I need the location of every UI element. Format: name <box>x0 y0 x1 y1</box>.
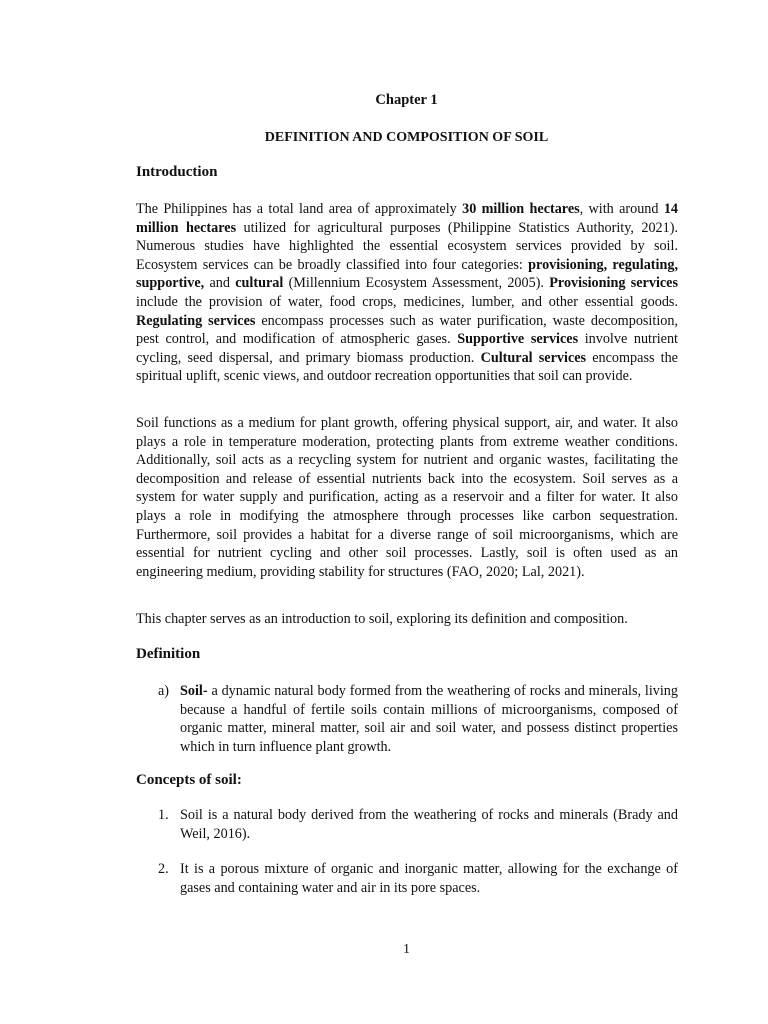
introduction-paragraph-1: The Philippines has a total land area of approximately 30 million hectares, with around 14 million hectares utilized for agricultural purposes (Philippine Statistics Authority, 2021). Numerous studies have highlighted the essential ecosystem services provided by soil. Ecosystem services can be broadly classified into four categories: provisioning, regulating, supportive, and cultural (Millennium Ecosystem Assessment, 2005). Provisioning services include the provision of water, food crops, medicines, lumber, and other essential goods. Regulating services encompass processes such as water purification, waste decomposition, pest control, and modification of atmospheric gases. Supportive services involve nutrient cycling, seed dispersal, and primary biomass production. Cultural services encompass the spiritual uplift, scenic views, and outdoor recreation opportunities that soil can provide. <box>136 201 679 385</box>
introduction-paragraph-3: This chapter serves as an introduction to soil, exploring its definition and composition. <box>136 611 628 627</box>
definition-term: Soil- <box>180 683 208 699</box>
page-number: 1 <box>403 942 410 957</box>
concepts-heading: Concepts of soil: <box>136 772 242 788</box>
list-marker: 1. <box>158 807 169 823</box>
list-marker: a) <box>158 683 170 699</box>
list-marker: 2. <box>158 861 169 877</box>
concept-item-text: It is a porous mixture of organic and inorganic matter, allowing for the exchange of gases and containing water and air in its pore spaces. <box>180 861 678 896</box>
introduction-paragraph-2: Soil functions as a medium for plant growth, offering physical support, air, and water. It also plays a role in temperature moderation, protecting plants from extreme weather conditions. Additionally, soil acts as a recycling system for nutrient and organic wastes, facilitating the decomposition and release of essential nutrients back into the ecosystem. Soil serves as a system for water supply and purification, acting as a reservoir and a filter for water. It also plays a role in modifying the atmosphere through processes like carbon sequestration. Furthermore, soil provides a habitat for a diverse range of soil microorganisms, which are essential for nutrient cycling and other soil processes. Lastly, soil is often used as an engineering medium, providing stability for structures (FAO, 2020; Lal, 2021). <box>136 415 678 580</box>
concept-item-text: Soil is a natural body derived from the weathering of rocks and minerals (Brady and Weil, 2016). <box>180 807 678 842</box>
introduction-heading: Introduction <box>136 164 218 180</box>
definition-heading: Definition <box>136 646 201 662</box>
definition-item-body: Soil- a dynamic natural body formed from the weathering of rocks and minerals, living because a handful of fertile soils contain millions of microorganisms, composed of organic matter, mineral matter, soil air and soil water, and possess distinct properties which in turn influence plant growth. <box>180 683 678 755</box>
chapter-title: DEFINITION AND COMPOSITION OF SOIL <box>264 130 549 145</box>
chapter-label: Chapter 1 <box>375 92 438 108</box>
